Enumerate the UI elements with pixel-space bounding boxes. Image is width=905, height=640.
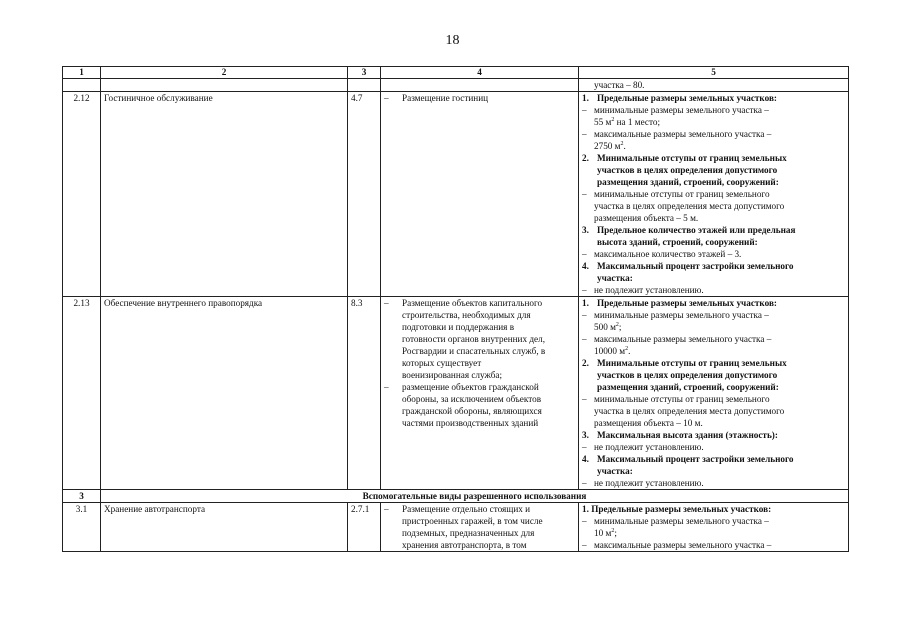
param-heading: Минимальные отступы от границ земельных участков в целях определения допустимого размещения зданий, строений, сооружений: [597,153,787,187]
param-heading: Максимальный процент застройки земельного участка: [597,261,794,283]
row-number: 2.12 [63,92,101,297]
table-row-3-1 [63,503,849,552]
use-description: – Размещение отдельно стоящих и пристроенных гаражей, в том числе подземных, предназначенных для хранения автотранспорта, в том [381,503,579,552]
use-name: Гостиничное обслуживание [101,92,348,297]
header-col-3: 3 [348,67,381,79]
use-code: 4.7 [348,92,381,297]
table-row-2-13 [63,297,849,490]
table-row-2-12 [63,92,849,297]
header-col-1: 1 [63,67,101,79]
param-heading: 1. Предельные размеры земельных участков: [582,504,772,514]
header-col-2: 2 [101,67,348,79]
header-col-5: 5 [579,67,849,79]
param-heading: Предельное количество этажей или предельная высота зданий, строений, сооружений: [597,225,796,247]
header-row [63,67,849,79]
use-name: Обеспечение внутреннего правопорядка [101,297,348,490]
carry-over-row [63,79,849,92]
param-heading: Максимальная высота здания (этажность): [597,430,778,440]
dash-marker: – [384,93,389,103]
section-row [63,490,849,503]
use-code: 8.3 [348,297,381,490]
row-number: 2.13 [63,297,101,490]
param-heading: Предельные размеры земельных участков: [597,93,777,103]
param-heading: Максимальный процент застройки земельного участка: [597,454,794,476]
use-code: 2.7.1 [348,503,381,552]
section-number: 3 [63,490,101,503]
use-name: Хранение автотранспорта [101,503,348,552]
row-number: 3.1 [63,503,101,552]
use-description: – Размещение гостиниц [381,92,579,297]
section-title: Вспомогательные виды разрешенного использования [101,490,849,503]
carry-over-text: участка – 80. [594,80,645,90]
use-description: – Размещение объектов капитального строительства, необходимых для подготовки и поддержания в готовности органов внутренних дел, Росгвардии и спасательных служб, в которых существует военизированная служба; – размещение объектов гражданской обороны, за исключением объектов гражданской обороны, являющихся частями производственных зданий [381,297,579,490]
parameters-cell: 1. Предельные размеры земельных участков: – минимальные размеры земельного участка – 55 $м^2$ на 1 место; – максимальные размеры земельного участка – 2750 $м^2$. 2. Минимальные отступы от границ земельных участков в целях определения допустимого размещения зданий, строений, сооружений: – минимальные отступы от границ земельного участка в целях определения места допустимого размещения объекта – 5 м. 3. Предельное количество этажей или предельная высота зданий, строений, сооружений: – максимальное количество этажей – 3. 4. Максимальный процент застройки земельного участка: – не подлежит установлению. [579,92,849,297]
zoning-table [62,66,849,552]
param-heading: Предельные размеры земельных участков: [597,298,777,308]
header-col-4: 4 [381,67,579,79]
page-number: 18 [445,33,460,48]
parameters-cell: 1. Предельные размеры земельных участков: – минимальные размеры земельного участка – 10 $м^2$; – максимальные размеры земельного участка – [579,503,849,552]
param-heading: Минимальные отступы от границ земельных участков в целях определения допустимого размещения зданий, строений, сооружений: [597,358,787,392]
parameters-cell: 1. Предельные размеры земельных участков: – минимальные размеры земельного участка – 500 $м^2$; – максимальные размеры земельного участка – 10000 $м^2$. 2. Минимальные отступы от границ земельных участков в целях определения допустимого размещения зданий, строений, сооружений: – минимальные отступы от границ земельного участка в целях определения места допустимого размещения объекта – 10 м. 3. Максимальная высота здания (этажность): – не подлежит установлению. 4. Максимальный процент застройки земельного участка: – не подлежит установлению. [579,297,849,490]
